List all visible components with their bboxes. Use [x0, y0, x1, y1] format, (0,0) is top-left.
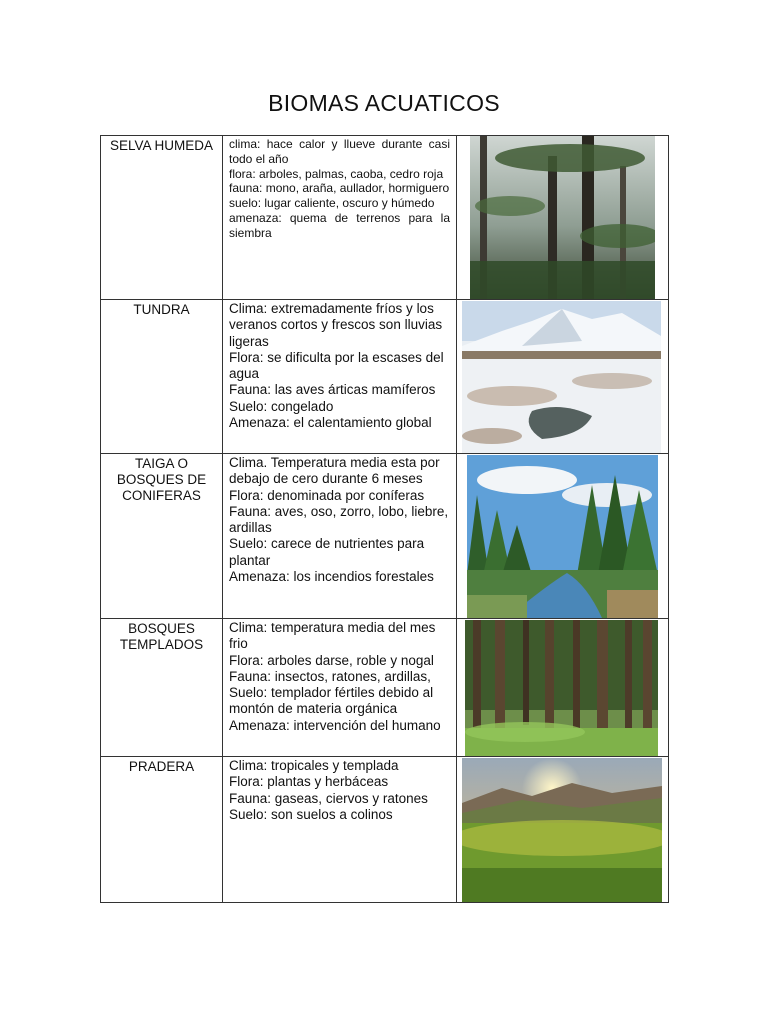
biome-name-cell: [101, 619, 223, 757]
biome-description-cell: [223, 454, 457, 619]
document-title: BIOMAS ACUATICOS: [268, 90, 500, 116]
biome-description-cell: [223, 757, 457, 903]
description-line: Suelo: templador fértiles debido al montón de materia orgánica: [229, 685, 434, 717]
tundra-photo: [462, 301, 661, 453]
biome-name: BOSQUES TEMPLADOS: [119, 621, 204, 652]
table-row: [101, 300, 669, 454]
biome-name-cell: [101, 757, 223, 903]
description-line: Flora: denominada por coníferas: [229, 487, 425, 503]
table-row: [101, 757, 669, 903]
biome-image-cell: [457, 757, 669, 903]
biome-name-cell: [101, 300, 223, 454]
description-line: Clima. Temperatura media esta por debajo de cero durante 6 meses: [229, 455, 440, 487]
biomes-table: [100, 135, 669, 903]
description-line: Fauna: aves, oso, zorro, lobo, liebre, ardillas: [229, 503, 449, 536]
biome-name: PRADERA: [128, 759, 195, 774]
grassland-photo: [462, 758, 662, 902]
description-line: Flora: se dificulta por la escases del agua: [229, 349, 444, 382]
biome-image-cell: [457, 619, 669, 757]
temperate-forest-photo: [465, 620, 658, 756]
biome-name: SELVA HUMEDA: [109, 138, 214, 153]
biome-name: TUNDRA: [133, 302, 190, 317]
description-line: Fauna: insectos, ratones, ardillas,: [229, 668, 431, 684]
description-line: Amenaza: el calentamiento global: [229, 415, 432, 431]
description-line: Suelo: carece de nutrientes para plantar: [229, 536, 425, 568]
rainforest-photo: [470, 136, 655, 299]
description-line: Clima: temperatura media del mes frio: [229, 620, 436, 652]
biome-image-cell: [457, 300, 669, 454]
description-line: Clima: tropicales y templada: [229, 758, 399, 773]
description-line: clima: hace calor y llueve durante casi todo el año: [229, 137, 450, 166]
biome-name-cell: [101, 136, 223, 300]
biome-name: TAIGA O BOSQUES DE CONIFERAS: [116, 456, 207, 503]
biome-description-cell: [223, 136, 457, 300]
description-line: Flora: plantas y herbáceas: [229, 774, 389, 790]
biome-description-cell: [223, 300, 457, 454]
description-line: Clima: extremadamente fríos y los veranos cortos y frescos son lluvias ligeras: [229, 301, 443, 349]
description-line: Fauna: las aves árticas mamíferos: [229, 382, 436, 398]
table-row: [101, 619, 669, 757]
taiga-photo: [467, 455, 658, 618]
description-line: Amenaza: los incendios forestales: [229, 569, 434, 585]
description-line: flora: arboles, palmas, caoba, cedro roja: [229, 166, 444, 181]
table-row: [101, 454, 669, 619]
description-line: Flora: arboles darse, roble y nogal: [229, 652, 434, 668]
description-line: Amenaza: intervención del humano: [229, 717, 441, 733]
table-row: [101, 136, 669, 300]
description-line: amenaza: quema de terrenos para la siembra: [229, 210, 450, 240]
biome-name-cell: [101, 454, 223, 619]
description-line: fauna: mono, araña, aullador, hormiguero: [229, 181, 450, 196]
biome-image-cell: [457, 454, 669, 619]
description-line: Fauna: gaseas, ciervos y ratones: [229, 790, 428, 806]
description-line: Suelo: congelado: [229, 398, 334, 414]
description-line: suelo: lugar caliente, oscuro y húmedo: [229, 196, 435, 211]
biome-image-cell: [457, 136, 669, 300]
biome-description-cell: [223, 619, 457, 757]
description-line: Suelo: son suelos a colinos: [229, 806, 393, 822]
